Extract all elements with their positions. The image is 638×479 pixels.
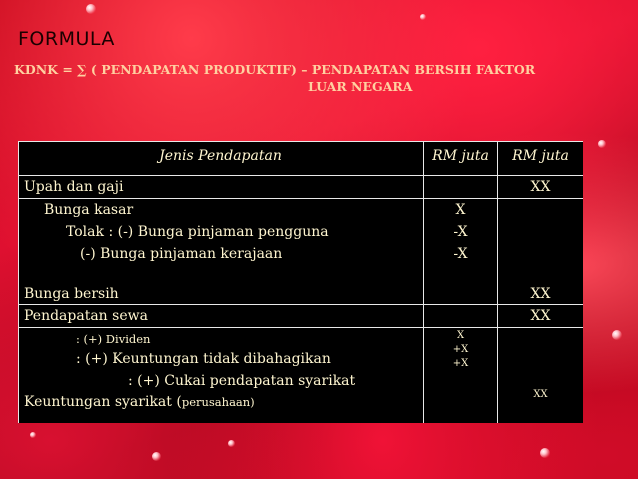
row-label-cukai: : (+) Cukai pendapatan syarikat — [128, 373, 356, 389]
row-label-tolak: Tolak : (-) Bunga pinjaman pengguna — [66, 224, 329, 240]
row-label-keuntungan-syarikat-note: perusahaan) — [181, 395, 255, 409]
row-label-keuntungan-syarikat — [24, 394, 255, 410]
row-label-kerajaan: (-) Bunga pinjaman kerajaan — [80, 246, 283, 262]
table-border — [18, 141, 19, 423]
table-divider — [18, 327, 583, 328]
column-header-rm-2: RM juta — [512, 148, 569, 164]
water-droplet — [86, 4, 96, 14]
row-label-upah: Upah dan gaji — [24, 179, 124, 195]
water-droplet — [612, 330, 622, 340]
value-upah: XX — [530, 179, 551, 195]
row-label-dividen: : (+) Dividen — [76, 332, 151, 346]
value-kerajaan: -X — [453, 246, 468, 262]
column-header-rm-1: RM juta — [432, 148, 489, 164]
slide-heading: FORMULA — [18, 28, 115, 50]
water-droplet — [228, 440, 235, 447]
water-droplet — [30, 432, 36, 438]
value-keuntungan-syarikat: XX — [533, 389, 548, 400]
table-divider — [18, 304, 583, 305]
value-sewa: XX — [530, 308, 551, 324]
value-bunga-kasar: X — [455, 202, 466, 218]
table-divider — [18, 198, 583, 199]
value-bunga-bersih: XX — [530, 286, 551, 302]
row-label-bunga-bersih: Bunga bersih — [24, 286, 119, 302]
row-label-sewa: Pendapatan sewa — [24, 308, 148, 324]
water-droplet — [420, 14, 426, 20]
formula-line-2: LUAR NEGARA — [308, 79, 413, 94]
value-dividen: X — [456, 330, 465, 341]
value-keuntungan-tidak: +X — [452, 344, 469, 355]
table-divider — [18, 175, 583, 176]
value-tolak: -X — [453, 224, 468, 240]
water-droplet — [598, 140, 606, 148]
table-border — [18, 141, 583, 142]
water-droplet — [152, 452, 161, 461]
column-divider — [423, 141, 424, 423]
column-header-jenis: Jenis Pendapatan — [159, 148, 282, 164]
formula-text — [14, 61, 574, 95]
value-cukai: +X — [452, 358, 469, 369]
formula-line-1: KDNK = ∑ ( PENDAPATAN PRODUKTIF) – PENDAPATAN BERSIH FAKTOR — [14, 62, 536, 77]
row-label-keuntungan-tidak: : (+) Keuntungan tidak dibahagikan — [76, 351, 331, 367]
row-label-keuntungan-syarikat-main: Keuntungan syarikat ( — [24, 394, 182, 410]
water-droplet — [540, 448, 550, 458]
income-table — [18, 141, 583, 423]
row-label-bunga-kasar: Bunga kasar — [44, 202, 134, 218]
